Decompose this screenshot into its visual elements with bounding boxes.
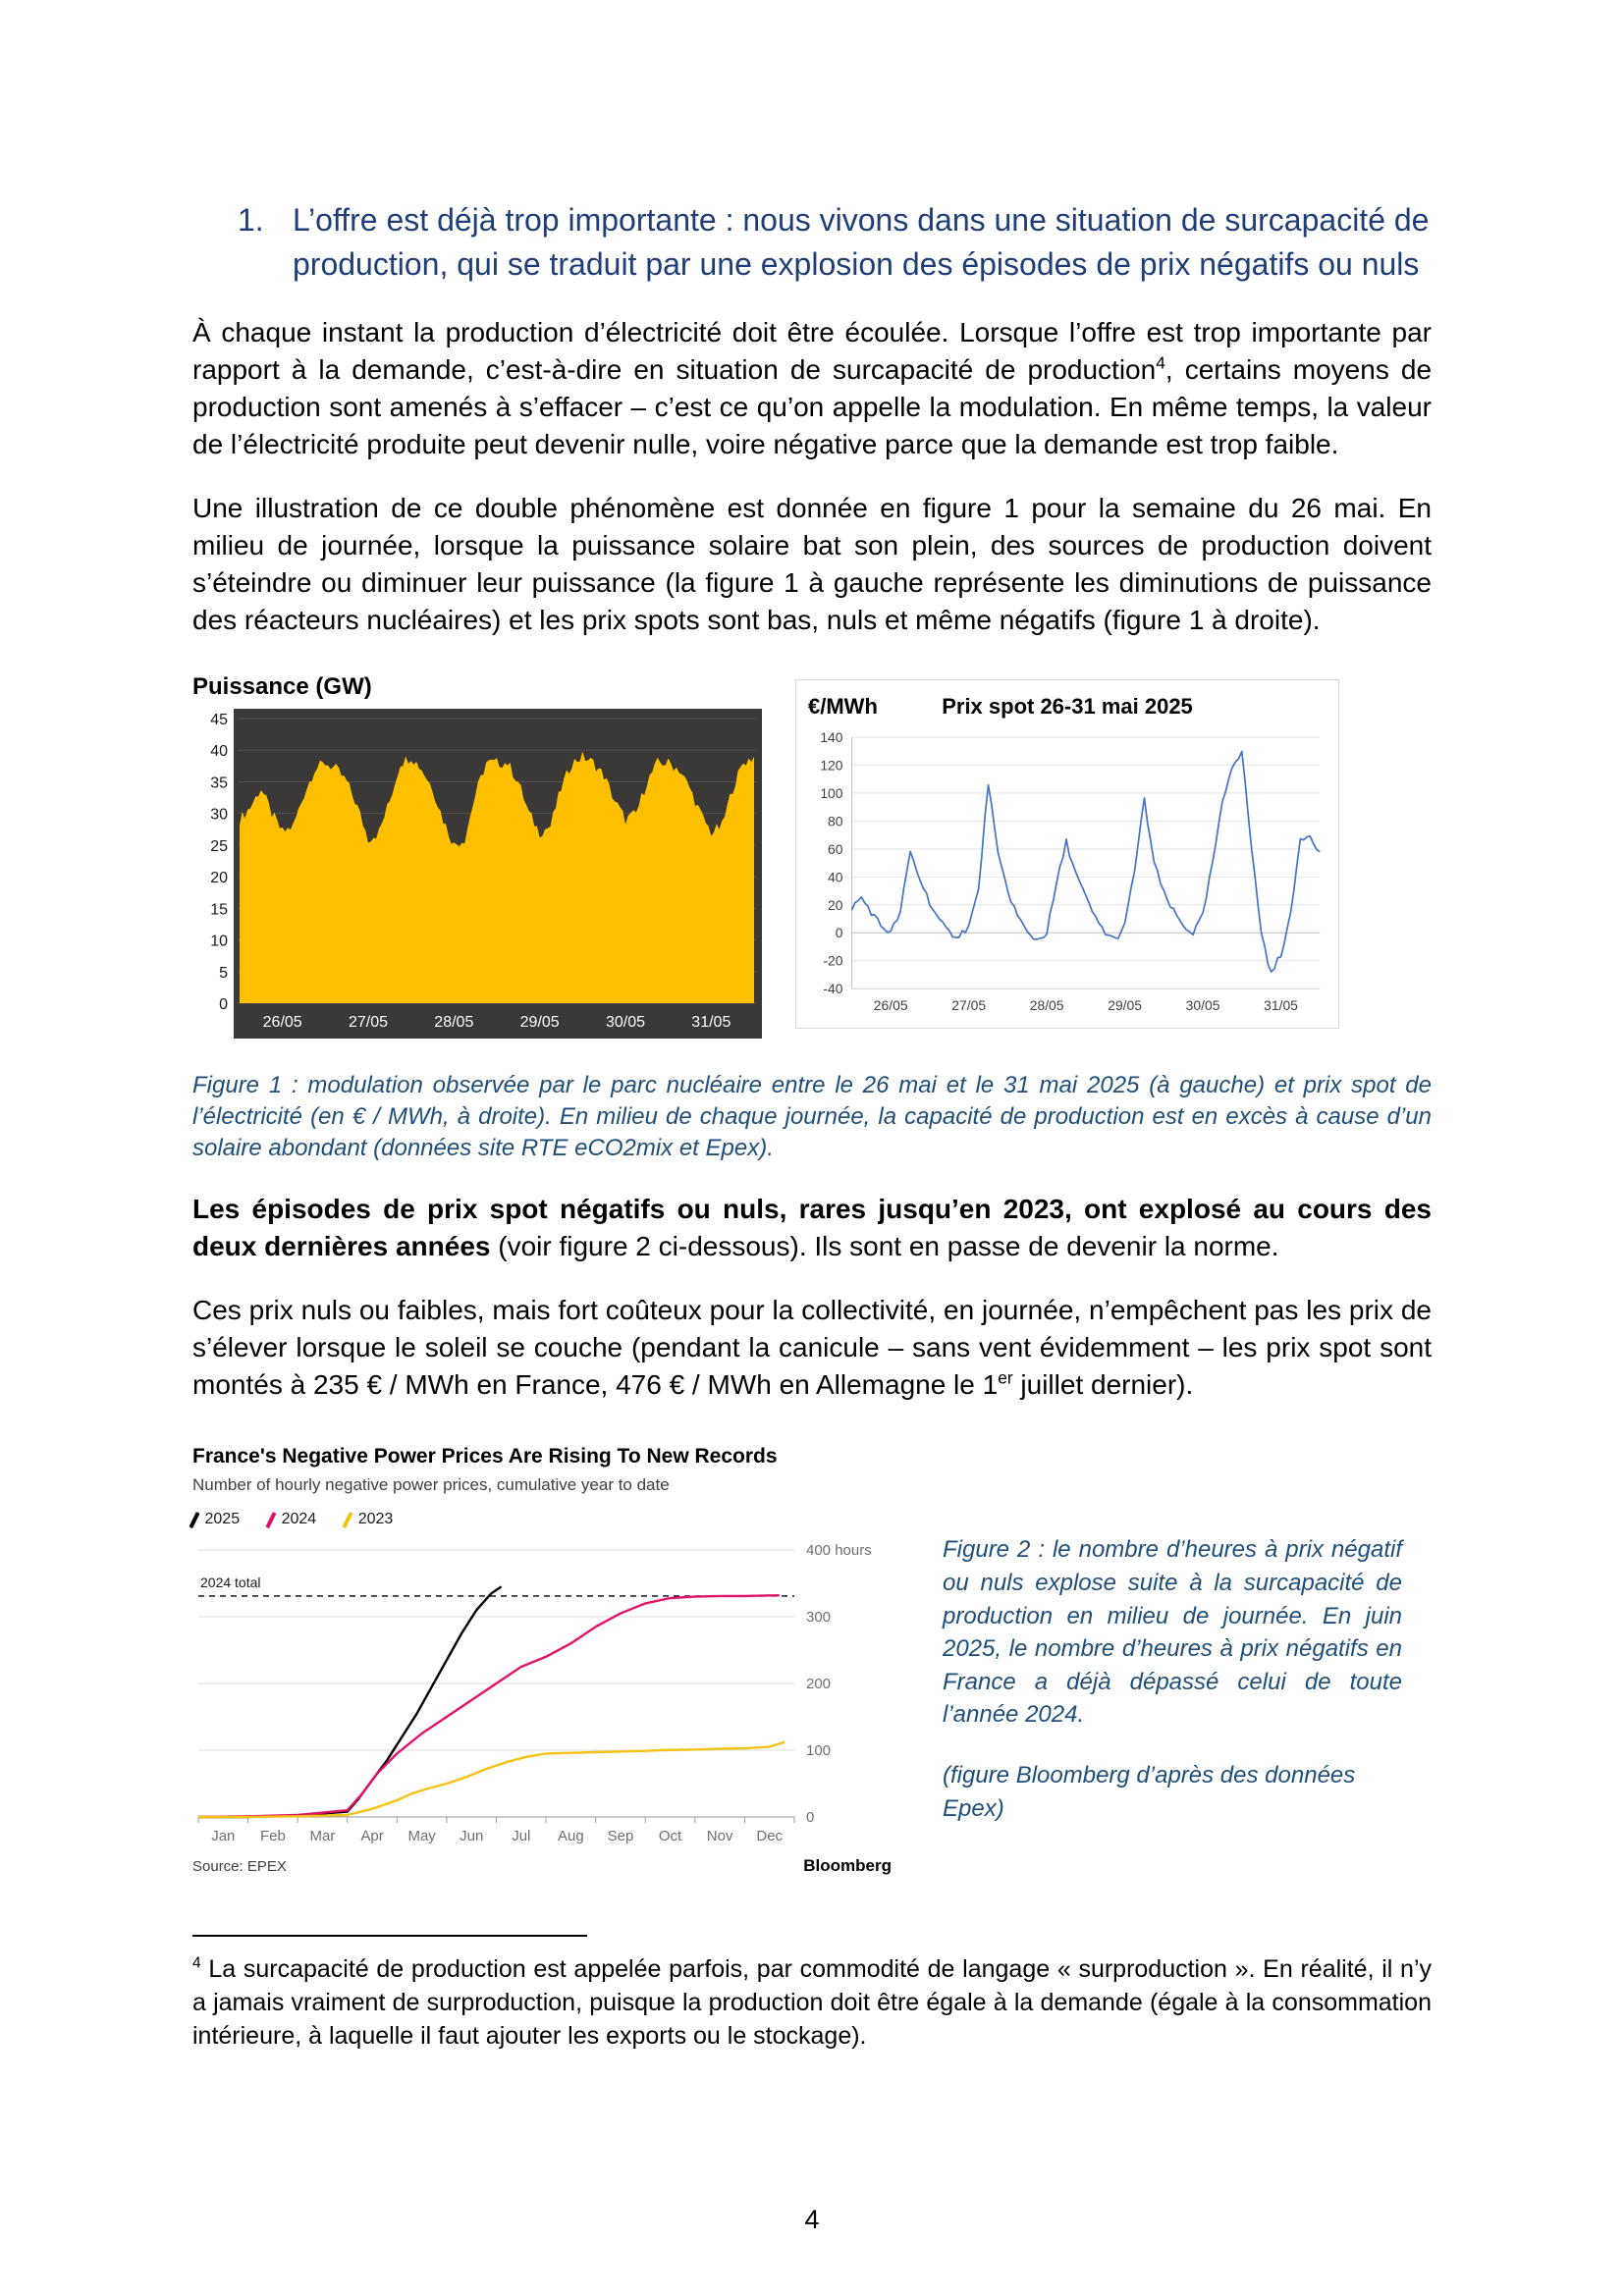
paragraph-3	[192, 1191, 1432, 1265]
footnote-number: 4	[192, 1955, 201, 1973]
footnote-4	[192, 1952, 1432, 2053]
svg-text:29/05: 29/05	[1108, 996, 1142, 1013]
svg-text:27/05: 27/05	[348, 1013, 389, 1031]
paragraph-3-rest: (voir figure 2 ci-dessous). Ils sont en passe de devenir la norme.	[490, 1231, 1279, 1262]
svg-text:Aug: Aug	[558, 1828, 584, 1845]
legend-item-2023	[346, 1511, 393, 1528]
svg-text:200: 200	[806, 1676, 832, 1693]
svg-text:100: 100	[820, 784, 843, 801]
nuclear-chart	[192, 673, 762, 1039]
svg-text:28/05: 28/05	[434, 1013, 474, 1031]
bloomberg-footer	[192, 1856, 892, 1876]
page-number: 4	[804, 2205, 820, 2234]
svg-text:140: 140	[820, 728, 843, 745]
section-number: 1.	[238, 202, 264, 238]
svg-text:45: 45	[210, 711, 228, 728]
bloomberg-source: Source: EPEX	[192, 1857, 287, 1875]
nuclear-chart-title: Puissance (GW)	[192, 672, 372, 700]
svg-text:0: 0	[806, 1809, 815, 1827]
spot-chart-plot	[796, 729, 1336, 1022]
paragraph-1	[192, 314, 1432, 463]
paragraph-3-bold: Les épisodes de prix spot négatifs ou nuls, rares jusqu’en 2023, ont explosé au cours des deux dernières années	[192, 1193, 1432, 1262]
svg-text:80: 80	[828, 812, 843, 828]
bloomberg-legend	[192, 1511, 892, 1528]
section-title: L’offre est déjà trop importante : nous vivons dans une situation de surcapacité de production, qui se traduit par une explosion des épisodes de prix négatifs ou nuls	[293, 202, 1430, 283]
spot-chart-ylabel: €/MWh	[808, 693, 878, 719]
svg-text:Dec: Dec	[756, 1828, 784, 1845]
svg-text:-40: -40	[823, 980, 843, 996]
section-heading	[238, 198, 1432, 288]
figure-1	[192, 673, 1432, 1039]
figure-2-caption-text: Figure 2 : le nombre d’heures à prix négatif ou nuls explose suite à la surcapacité de production en milieu de journée. En juin 2025, le nombre d’heures à prix négatifs en France a déjà dépassé celui de toute l’année 2024.	[943, 1536, 1402, 1729]
svg-text:15: 15	[210, 900, 228, 918]
svg-text:5: 5	[219, 964, 228, 982]
footnote-text: La surcapacité de production est appelée parfois, par commodité de langage « surproduction ». En réalité, il n’y a jamais vraiment de surproduction, puisque la production doit être égale à la demande (égale à la consommation intérieure, à laquelle il faut ajouter les exports ou le stockage).	[192, 1955, 1432, 2051]
svg-text:Jul: Jul	[512, 1828, 531, 1845]
svg-text:Jan: Jan	[211, 1828, 236, 1845]
footnote-separator	[192, 1935, 587, 1937]
svg-text:30/05: 30/05	[605, 1013, 646, 1031]
svg-text:30/05: 30/05	[1185, 996, 1220, 1013]
legend-item-2025	[192, 1511, 240, 1528]
paragraph-1-text: À chaque instant la production d’électricité doit être écoulée. Lorsque l’offre est trop importante par rapport à la demande, c’est-à-dire en situation de surcapacité de production	[192, 316, 1432, 385]
paragraph-1-text-cont: , certains moyens de production sont amenés à s’effacer – c’est ce qu’on appelle la modulation. En même temps, la valeur de l’électricité produite peut devenir nulle, voire négative parce que la demande est trop faible.	[192, 353, 1433, 460]
bloomberg-chart-plot	[192, 1534, 885, 1850]
svg-text:Jun: Jun	[460, 1828, 484, 1845]
ordinal-sup: er	[998, 1367, 1013, 1388]
svg-text:27/05: 27/05	[951, 996, 987, 1013]
paragraph-4-text: Ces prix nuls ou faibles, mais fort coûteux pour la collectivité, en journée, n’empêchent pas les prix de s’élever lorsque le soleil se couche (pendant la canicule – sans vent évidemment – les prix spot sont montés à 235 € / MWh en France, 476 € / MWh en Allemagne le 1	[192, 1295, 1432, 1401]
svg-text:May: May	[407, 1828, 436, 1845]
bloomberg-chart-title: France's Negative Power Prices Are Rising To New Records	[192, 1445, 778, 1468]
svg-text:-20: -20	[823, 952, 843, 969]
svg-text:300: 300	[806, 1609, 832, 1627]
legend-item-2024	[269, 1511, 316, 1528]
figure-1-caption: Figure 1 : modulation observée par le parc nucléaire entre le 26 mai et le 31 mai 2025 (à gauche) et prix spot de l’électricité (en € / MWh, à droite). En milieu de chaque journée, la capacité de production est en excès à cause d’un solaire abondant (données site RTE eCO2mix et Epex).	[192, 1071, 1432, 1161]
legend-slash-icon	[343, 1512, 353, 1528]
bloomberg-chart	[192, 1445, 892, 1876]
svg-text:26/05: 26/05	[873, 996, 908, 1013]
paragraph-4	[192, 1292, 1432, 1404]
legend-slash-icon	[189, 1512, 199, 1528]
svg-text:Mar: Mar	[309, 1828, 336, 1845]
svg-text:10: 10	[210, 933, 228, 950]
svg-text:Oct: Oct	[658, 1828, 682, 1845]
svg-text:25: 25	[210, 837, 228, 855]
figure-2-caption	[943, 1445, 1402, 1825]
spot-price-chart	[795, 679, 1339, 1029]
svg-text:29/05: 29/05	[519, 1013, 560, 1031]
svg-text:Apr: Apr	[360, 1828, 384, 1845]
nuclear-chart-plot	[192, 709, 762, 1039]
spot-chart-title: Prix spot 26-31 mai 2025	[942, 693, 1193, 719]
svg-text:400 hours: 400 hours	[806, 1542, 872, 1560]
svg-text:40: 40	[828, 868, 843, 884]
svg-text:60: 60	[828, 840, 843, 857]
svg-text:0: 0	[219, 995, 228, 1013]
paragraph-2: Une illustration de ce double phénomène est donnée en figure 1 pour la semaine du 26 mai. En milieu de journée, lorsque la puissance solaire bat son plein, des sources de production doivent s’éteindre ou diminuer leur puissance (la figure 1 à gauche représente les diminutions de puissance des réacteurs nucléaires) et les prix spots sont bas, nuls et même négatifs (figure 1 à droite).	[192, 493, 1432, 636]
svg-text:20: 20	[828, 896, 843, 913]
footnote-section	[192, 1935, 1432, 2053]
svg-text:100: 100	[806, 1742, 832, 1760]
svg-text:2024 total: 2024 total	[200, 1575, 261, 1591]
svg-text:Sep: Sep	[607, 1828, 634, 1845]
svg-text:40: 40	[210, 742, 228, 760]
svg-text:Nov: Nov	[706, 1828, 733, 1845]
svg-text:28/05: 28/05	[1029, 996, 1064, 1013]
footnote-ref-4: 4	[1156, 352, 1165, 373]
svg-text:35: 35	[210, 774, 228, 791]
svg-text:31/05: 31/05	[691, 1013, 731, 1031]
paragraph-4-text-cont: juillet dernier).	[1012, 1369, 1194, 1401]
legend-slash-icon	[266, 1512, 277, 1528]
bloomberg-logo: Bloomberg	[803, 1856, 892, 1876]
svg-text:0: 0	[835, 924, 843, 940]
legend-label-2025: 2025	[204, 1511, 241, 1528]
spot-chart-header	[796, 692, 1338, 729]
legend-label-2024: 2024	[281, 1511, 317, 1528]
figure-2-caption-source: (figure Bloomberg d’après des données Epex)	[943, 1761, 1356, 1822]
svg-text:20: 20	[210, 869, 228, 886]
figure-2	[192, 1445, 1432, 1876]
svg-text:Feb: Feb	[259, 1828, 286, 1845]
svg-text:26/05: 26/05	[262, 1013, 302, 1031]
legend-label-2023: 2023	[357, 1511, 394, 1528]
bloomberg-chart-subtitle: Number of hourly negative power prices, cumulative year to date	[192, 1475, 670, 1495]
svg-text:30: 30	[210, 806, 228, 824]
svg-text:120: 120	[820, 756, 843, 773]
svg-text:31/05: 31/05	[1264, 996, 1298, 1013]
